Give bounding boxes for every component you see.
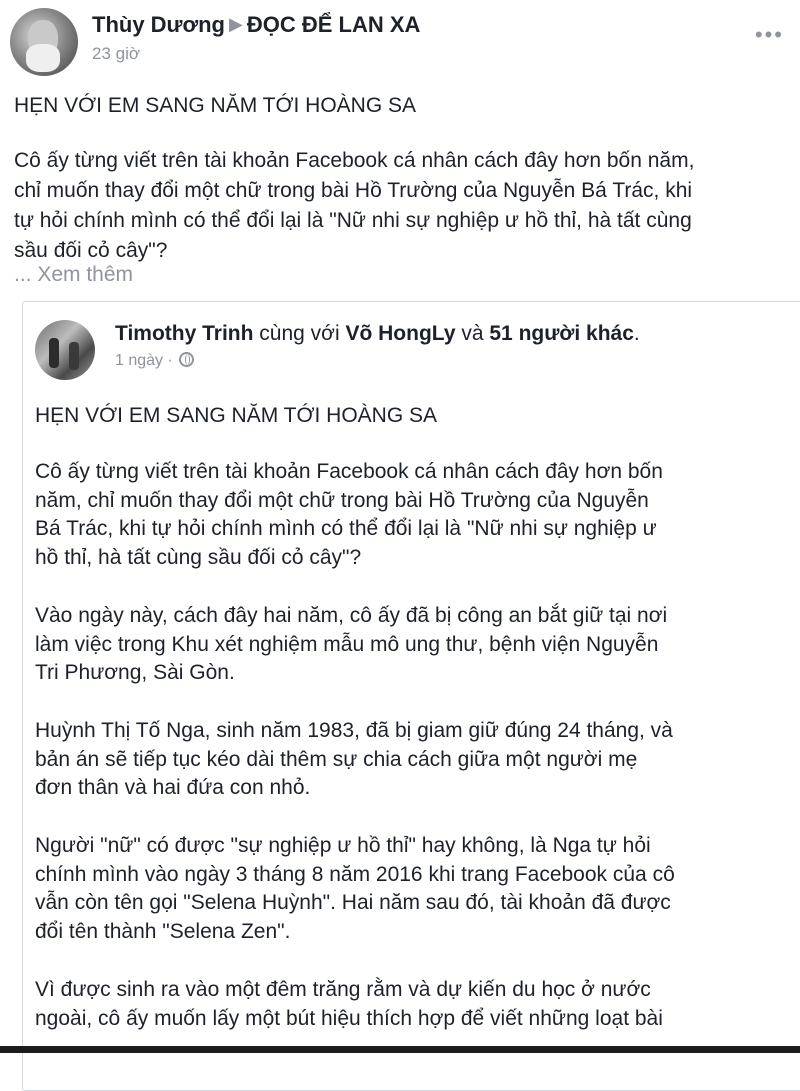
post-body-line: chỉ muốn thay đổi một chữ trong bài Hồ Trường của Nguyễn Bá Trác, khi (14, 179, 693, 202)
group-name[interactable]: ĐỌC ĐỂ LAN XA (246, 12, 421, 37)
post-body-line: sầu đối cỏ cây"? (14, 239, 168, 262)
post-body-line: tự hỏi chính mình có thể đổi lại là "Nữ nhi sự nghiệp ư hồ thỉ, hà tất cùng (14, 209, 692, 232)
screen-bottom-bar (0, 1046, 800, 1053)
meta-separator: · (167, 352, 173, 369)
author-line (92, 12, 420, 38)
arrow-right-icon: ▶ (229, 14, 243, 34)
paragraph-line: đơn thân và hai đứa con nhỏ. (35, 776, 311, 799)
paragraph-line: Tri Phương, Sài Gòn. (35, 661, 235, 684)
and-text: và (461, 322, 484, 345)
shared-paragraph-5 (35, 976, 775, 1033)
shared-meta (115, 352, 194, 370)
shared-author-avatar[interactable] (35, 320, 95, 380)
post-body (14, 146, 784, 266)
shared-title: HẸN VỚI EM SANG NĂM TỚI HOÀNG SA (35, 404, 438, 427)
paragraph-line: Bá Trác, khi tự hỏi chính mình có thể đổi lại là "Nữ nhi sự nghiệp ư (35, 517, 657, 540)
others-link[interactable]: 51 người khác (489, 322, 634, 345)
paragraph-line: năm, chỉ muốn thay đổi một chữ trong bài Hồ Trường của Nguyễn (35, 488, 649, 512)
paragraph-line: chính mình vào ngày 3 tháng 8 năm 2016 khi trang Facebook của cô (35, 862, 675, 886)
shared-post (22, 301, 800, 1091)
paragraph-line: Vào ngày này, cách đây hai năm, cô ấy đã bị công an bắt giữ tại nơi (35, 604, 668, 627)
post-timestamp[interactable]: 23 giờ (92, 44, 141, 63)
shared-author-name[interactable]: Timothy Trinh (115, 322, 254, 345)
paragraph-line: Người "nữ" có được "sự nghiệp ư hồ thỉ" hay không, là Nga tự hỏi (35, 834, 651, 857)
with-text: cùng với (259, 322, 340, 345)
globe-icon (179, 352, 194, 367)
more-dots-icon[interactable]: ••• (754, 22, 784, 47)
shared-paragraph-3 (35, 717, 775, 803)
author-name[interactable]: Thùy Dương (92, 12, 225, 37)
paragraph-line: đổi tên thành "Selena Zen". (35, 919, 291, 943)
period: . (633, 322, 640, 345)
shared-timestamp[interactable]: 1 ngày (115, 352, 164, 369)
paragraph-line: Vì được sinh ra vào một đêm trăng rằm và dự kiến du học ở nước (35, 978, 651, 1001)
post-header (10, 8, 790, 78)
post-title: HẸN VỚI EM SANG NĂM TỚI HOÀNG SA (14, 94, 417, 117)
shared-author-line (115, 322, 640, 346)
shared-paragraph-2 (35, 602, 775, 688)
shared-paragraph-1 (35, 458, 775, 572)
tagged-person[interactable]: Võ HongLy (345, 322, 456, 345)
see-more-link[interactable]: ... Xem thêm (14, 263, 134, 286)
paragraph-line: làm việc trong Khu xét nghiệm mẫu mô ung thư, bệnh viện Nguyễn (35, 632, 659, 656)
shared-paragraph-4 (35, 832, 775, 946)
paragraph-line: ngoài, cô ấy muốn lấy một bút hiệu thích hợp để viết những loạt bài (35, 1006, 663, 1030)
author-avatar[interactable] (10, 8, 78, 76)
paragraph-line: Huỳnh Thị Tố Nga, sinh năm 1983, đã bị giam giữ đúng 24 tháng, và (35, 719, 673, 742)
paragraph-line: vẫn còn tên gọi "Selena Huỳnh". Hai năm sau đó, tài khoản đã được (35, 891, 671, 914)
paragraph-line: Cô ấy từng viết trên tài khoản Facebook cá nhân cách đây hơn bốn (35, 460, 663, 483)
paragraph-line: hồ thỉ, hà tất cùng sầu đối cỏ cây"? (35, 545, 362, 569)
post-body-line: Cô ấy từng viết trên tài khoản Facebook cá nhân cách đây hơn bốn năm, (14, 149, 695, 172)
paragraph-line: bản án sẽ tiếp tục kéo dài thêm sự chia cách giữa một người mẹ (35, 747, 638, 771)
